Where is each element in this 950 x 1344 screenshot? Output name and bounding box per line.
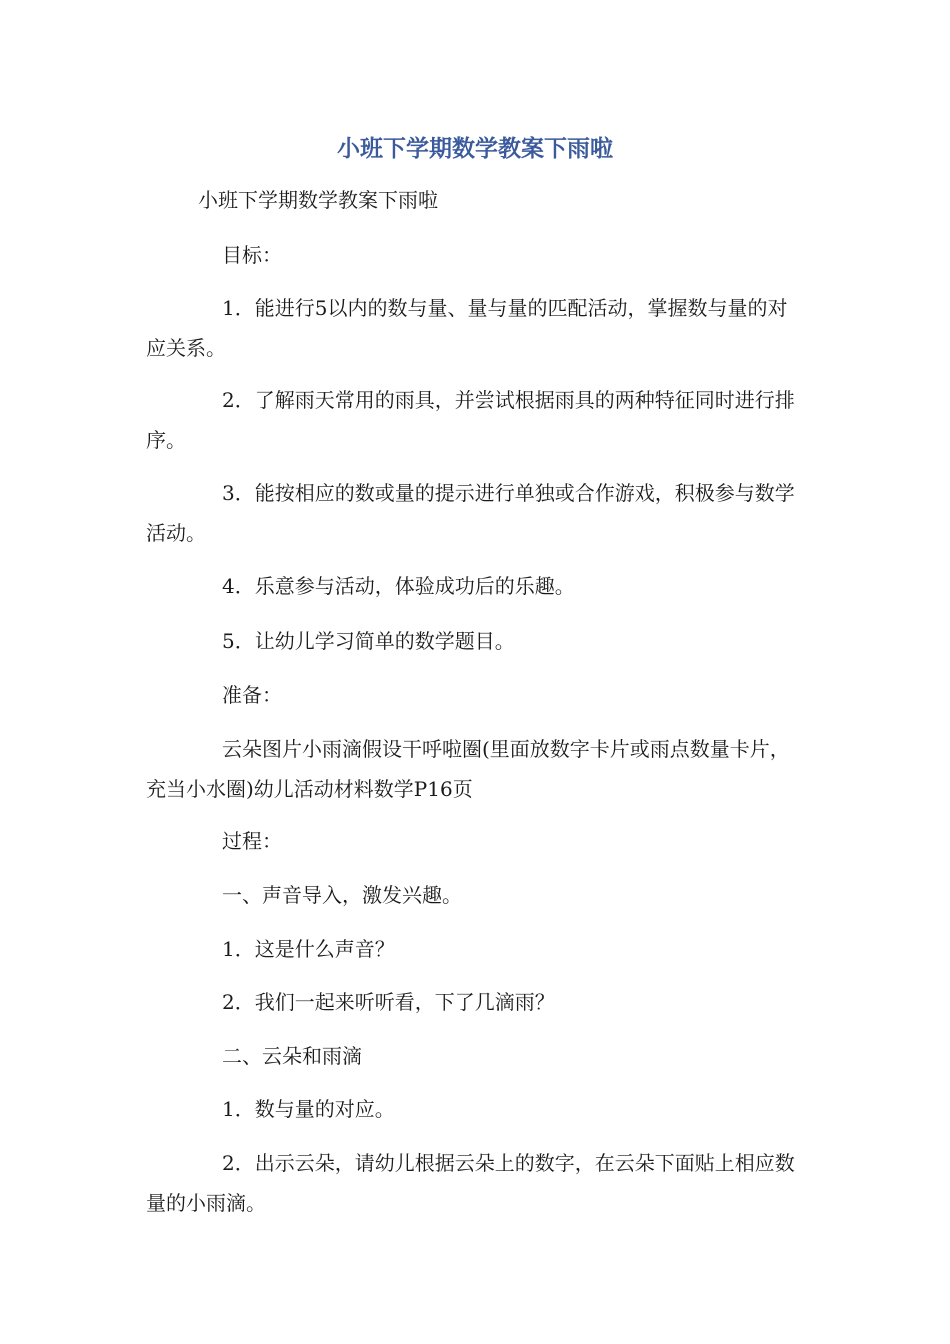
paragraph-step-1-q2: 2．我们一起来听听看，下了几滴雨？: [222, 990, 555, 1014]
paragraph-preparation-materials: 云朵图片小雨滴假设干呼啦圈(里面放数字卡片或雨点数量卡片，充当小水圈)幼儿活动材料数学P16页: [146, 737, 790, 801]
paragraph-goal-1: 1．能进行5以内的数与量、量与量的匹配活动，掌握数与量的对应关系。: [146, 296, 788, 360]
paragraph-step-2-item-2: 2．出示云朵，请幼儿根据云朵上的数字，在云朵下面贴上相应数量的小雨滴。: [146, 1151, 795, 1215]
paragraph-step-1: 一、声音导入，激发兴趣。: [222, 883, 462, 907]
paragraph-goal-3: 3．能按相应的数或量的提示进行单独或合作游戏，积极参与数学活动。: [146, 481, 795, 545]
paragraph-preparation-heading: 准备：: [222, 683, 282, 707]
document-title: 小班下学期数学教案下雨啦: [337, 136, 613, 162]
paragraph-step-1-q1: 1．这是什么声音？: [222, 937, 395, 961]
paragraph-goals-heading: 目标：: [222, 243, 282, 267]
subtitle-paragraph: 小班下学期数学教案下雨啦: [198, 188, 438, 212]
paragraph-goal-2: 2．了解雨天常用的雨具，并尝试根据雨具的两种特征同时进行排序。: [146, 388, 795, 452]
paragraph-goal-5: 5．让幼儿学习简单的数学题目。: [222, 629, 515, 653]
paragraph-step-2: 二、云朵和雨滴: [222, 1044, 362, 1068]
paragraph-process-heading: 过程：: [222, 829, 282, 853]
paragraph-goal-4: 4．乐意参与活动，体验成功后的乐趣。: [222, 574, 575, 598]
paragraph-step-2-item-1: 1．数与量的对应。: [222, 1097, 395, 1121]
